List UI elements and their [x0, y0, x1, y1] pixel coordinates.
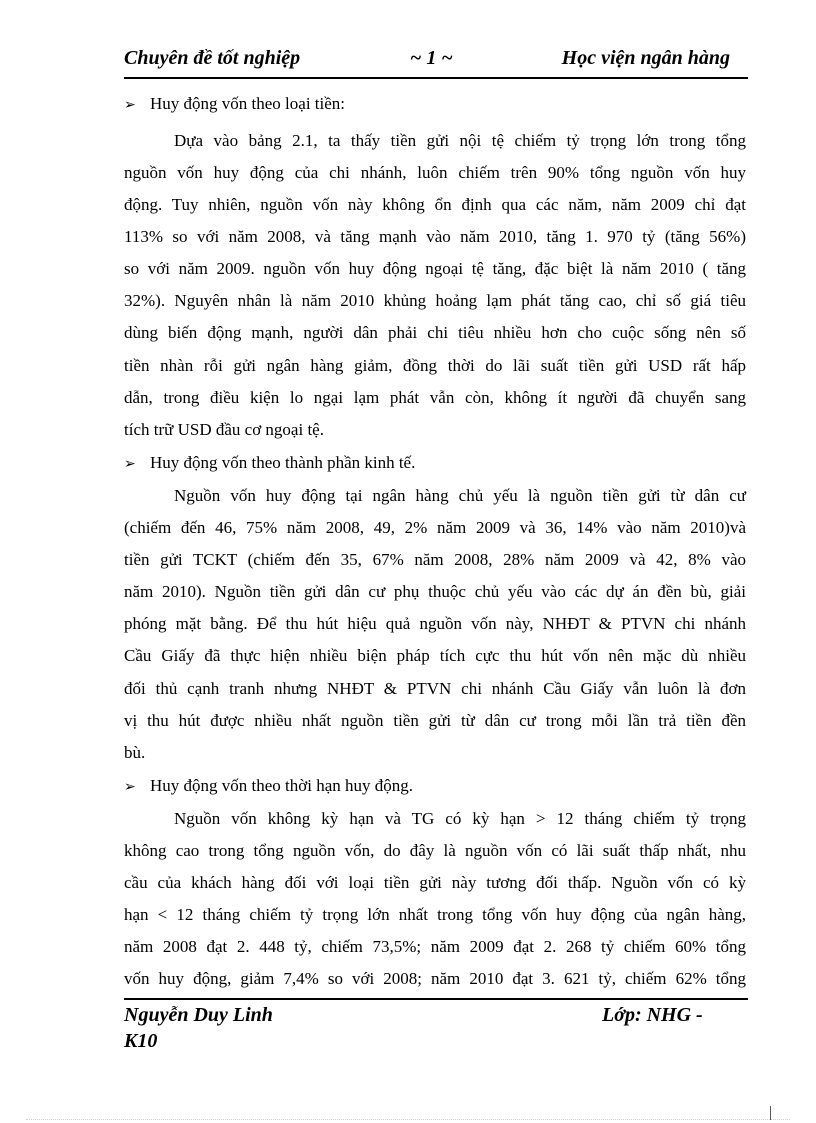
section-heading-text: Huy động vốn theo thành phần kinh tế.: [150, 453, 416, 472]
page-footer: [124, 998, 748, 1052]
header-page-number: ~ 1 ~: [410, 47, 453, 69]
paragraph-line: (chiếm đến 46, 75% năm 2008, 49, 2% năm 2009 và 36, 14% vào năm 2010)và: [124, 518, 746, 537]
paragraph-line: tiền nhàn rỗi gửi ngân hàng giảm, đồng thời do lãi suất tiền gửi USD rất hấp: [124, 356, 746, 375]
section-heading: [124, 453, 415, 473]
page-corner-mark: [770, 1106, 771, 1120]
paragraph-line: tích trữ USD đầu cơ ngoại tệ.: [124, 420, 324, 439]
paragraph-line: Dựa vào bảng 2.1, ta thấy tiền gửi nội tệ chiếm tỷ trọng lớn trong tổng: [174, 131, 746, 150]
paragraph-line: so với năm 2009. nguồn vốn huy động ngoại tệ tăng, đặc biệt là năm 2010 ( tăng: [124, 259, 746, 278]
paragraph-line: 32%). Nguyên nhân là năm 2010 khủng hoảng lạm phát tăng cao, chỉ số giá tiêu: [124, 291, 746, 310]
page-header: [124, 47, 748, 79]
paragraph-line: phóng mặt bằng. Để thu hút hiệu quả nguồn vốn này, NHĐT & PTVN chi nhánh: [124, 614, 746, 633]
arrow-bullet-icon: ➢: [124, 98, 136, 113]
header-document-type: Chuyên đề tốt nghiệp: [124, 47, 301, 69]
paragraph-line: hạn < 12 tháng chiếm tỷ trọng lớn nhất trong tổng vốn huy động của ngân hàng,: [124, 905, 746, 924]
paragraph-line: vốn huy động, giảm 7,4% so với 2008; năm 2010 đạt 3. 621 tỷ, chiếm 62% tổng: [124, 969, 746, 988]
arrow-bullet-icon: ➢: [124, 780, 136, 795]
section-heading-text: Huy động vốn theo loại tiền:: [150, 94, 346, 113]
paragraph-line: dẫn, trong điều kiện lo ngại lạm phát vẫn còn, không ít người đã chuyển sang: [124, 388, 746, 407]
paragraph-line: vị thu hút được nhiều nhất nguồn tiền gửi từ dân cư trong mỗi lần trả tiền đền: [124, 711, 746, 730]
paragraph-line: không cao trong tổng nguồn vốn, do đây là nguồn vốn có lãi suất thấp nhất, nhu: [124, 841, 746, 860]
paragraph-line: bù.: [124, 743, 146, 762]
section-heading: [124, 776, 413, 796]
page-bottom-divider: [26, 1119, 790, 1120]
paragraph-line: Cầu Giấy đã thực hiện nhiều biện pháp tích cực thu hút vốn nên mặc dù nhiều: [124, 646, 746, 665]
paragraph-line: năm 2010). Nguồn tiền gửi dân cư phụ thuộc chủ yếu vào các dự án đền bù, giải: [124, 582, 746, 601]
footer-class-continued: K10: [124, 1030, 158, 1052]
paragraph-line: nguồn vốn huy động của chi nhánh, luôn chiếm trên 90% tổng nguồn vốn huy: [124, 163, 746, 182]
arrow-bullet-icon: ➢: [124, 457, 136, 472]
paragraph-line: động. Tuy nhiên, nguồn vốn này không ổn định qua các năm, năm 2009 chỉ đạt: [124, 195, 746, 214]
paragraph-line: dùng biến động mạnh, người dân phải chi tiêu nhiều hơn cho cuộc sống nên số: [124, 323, 746, 342]
footer-author: Nguyễn Duy Linh: [124, 1004, 273, 1026]
paragraph-line: Nguồn vốn không kỳ hạn và TG có kỳ hạn > 12 tháng chiếm tỷ trọng: [174, 809, 746, 828]
paragraph-line: 113% so với năm 2008, và tăng mạnh vào năm 2010, tăng 1. 970 tỷ (tăng 56%): [124, 227, 746, 246]
paragraph-line: Nguồn vốn huy động tại ngân hàng chủ yếu là nguồn tiền gửi từ dân cư: [174, 486, 746, 505]
section-heading: [124, 94, 345, 114]
paragraph-line: tiền gửi TCKT (chiếm đến 35, 67% năm 2008, 28% năm 2009 và 42, 8% vào: [124, 550, 746, 569]
paragraph-line: cầu của khách hàng đối với loại tiền gửi này tương đối thấp. Nguồn vốn có kỳ: [124, 873, 746, 892]
header-institution: Học viện ngân hàng: [561, 47, 730, 69]
paragraph-line: đối thủ cạnh tranh nhưng NHĐT & PTVN chi nhánh Cầu Giấy vẫn luôn là đơn: [124, 679, 746, 698]
section-heading-text: Huy động vốn theo thời hạn huy động.: [150, 776, 414, 795]
footer-class: Lớp: NHG -: [602, 1004, 703, 1026]
paragraph-line: năm 2008 đạt 2. 448 tỷ, chiếm 73,5%; năm 2009 đạt 2. 268 tỷ chiếm 60% tổng: [124, 937, 746, 956]
